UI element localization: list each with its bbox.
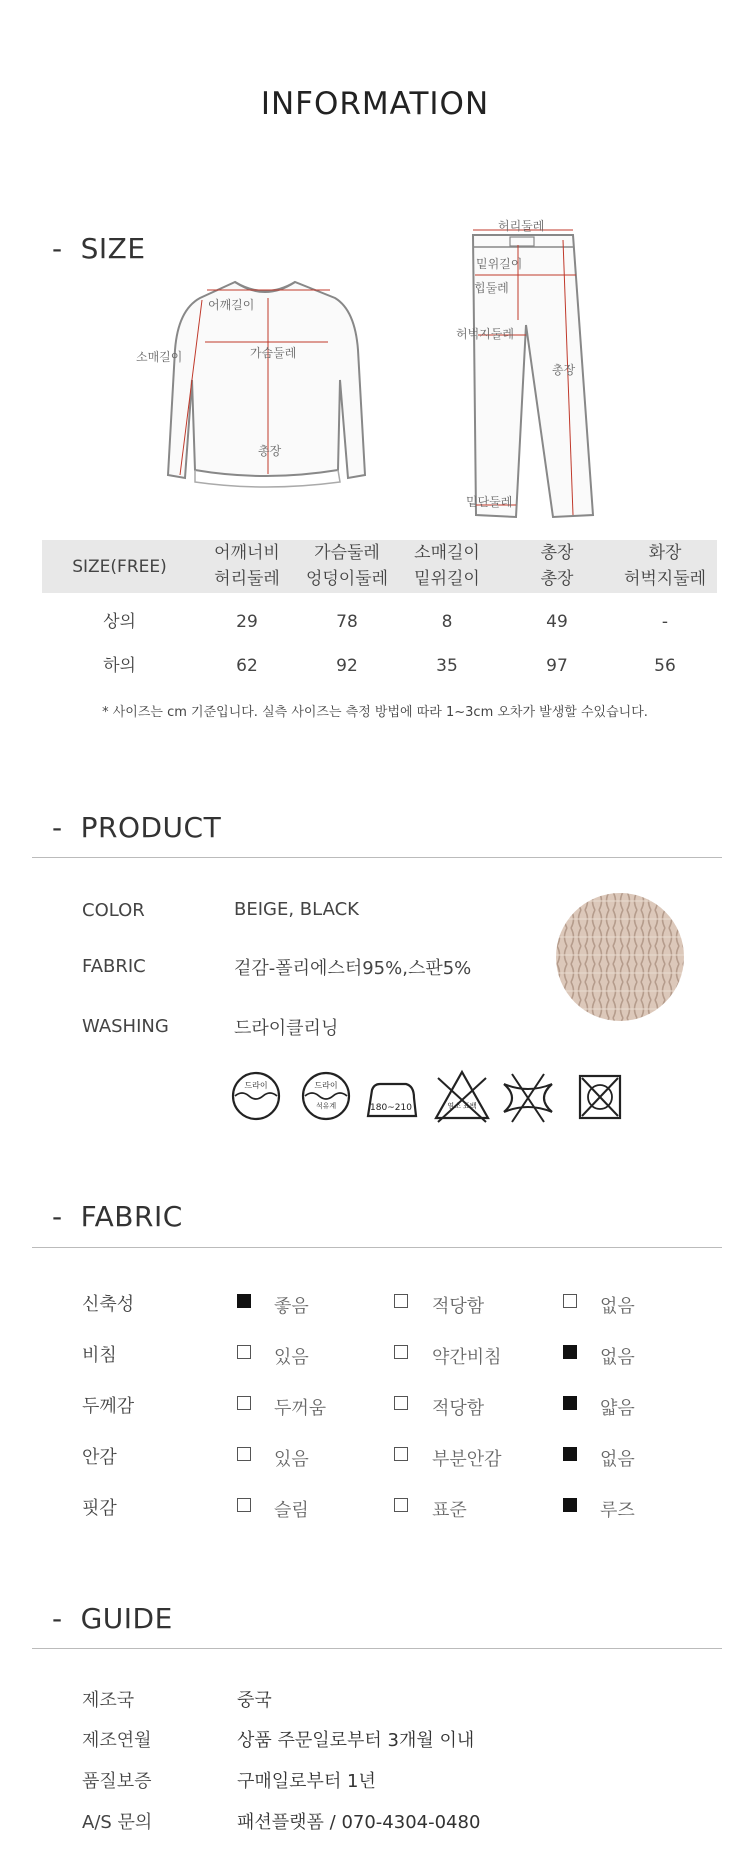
size-header-top: 가슴둘레 (314, 543, 380, 563)
care-icons-row (230, 1068, 630, 1124)
fabric-option-text: 부분안감 (432, 1449, 502, 1470)
fabric-checkbox (563, 1345, 577, 1359)
no-bleach-icon (436, 1072, 488, 1122)
size-header-bottom: 총장 (540, 569, 574, 589)
fabric-checkbox (237, 1345, 251, 1359)
fabric-option-text: 두꺼움 (274, 1398, 327, 1419)
size-header-bottom: 허리둘레 (214, 569, 280, 589)
size-cell: 29 (236, 612, 258, 632)
fabric-checkbox (394, 1396, 408, 1410)
heading-dash: - (52, 232, 63, 265)
fabric-option-text: 적당함 (432, 1398, 485, 1419)
guide-value: 중국 (237, 1690, 272, 1711)
no-tumble-dry-icon (580, 1076, 620, 1118)
fabric-option-text: 없음 (600, 1347, 635, 1368)
size-cell: - (661, 612, 669, 632)
care-icon-text: 석유계 (315, 1102, 337, 1110)
label-hip: 힙둘레 (474, 281, 509, 295)
top-garment-diagram (136, 270, 380, 490)
size-header-top: 총장 (540, 543, 574, 563)
fabric-checkbox (237, 1447, 251, 1461)
fabric-row-label: 비침 (82, 1345, 117, 1366)
section-heading-guide (52, 1602, 173, 1635)
label-shoulder: 어깨길이 (208, 298, 255, 312)
dry-clean-petroleum-icon (303, 1073, 349, 1119)
guide-label: 품질보증 (82, 1771, 152, 1792)
label-sleeve: 소매길이 (136, 350, 183, 364)
size-header-col (297, 540, 397, 592)
fabric-option-text: 얇음 (600, 1398, 635, 1419)
heading-dash: - (52, 1200, 63, 1233)
size-cell: 35 (436, 656, 458, 676)
fabric-swatch-image (555, 892, 685, 1022)
size-cell: 8 (441, 612, 453, 632)
fabric-option-text: 있음 (274, 1449, 309, 1470)
fabric-row-label: 두께감 (82, 1396, 135, 1417)
label-hem: 밑단둘레 (466, 495, 513, 509)
washing-value: 드라이클리닝 (234, 1018, 339, 1039)
guide-value: 상품 주문일로부터 3개월 이내 (237, 1730, 475, 1751)
heading-dash: - (52, 1602, 63, 1635)
size-row-label: 하의 (103, 656, 136, 676)
fabric-option-text: 표준 (432, 1500, 467, 1521)
size-heading-text: SIZE (80, 232, 146, 265)
fabric-row-label: 안감 (82, 1447, 117, 1468)
size-header-top: 소매길이 (414, 543, 480, 563)
label-pants-length: 총장 (552, 363, 576, 377)
fabric-option-text: 적당함 (432, 1296, 485, 1317)
pants-diagram (458, 215, 608, 525)
guide-value: 구매일로부터 1년 (237, 1771, 376, 1792)
fabric-checkbox (563, 1396, 577, 1410)
size-note: * 사이즈는 cm 기준입니다. 실측 사이즈는 측정 방법에 따라 1~3cm 오차가 발생할 수있습니다. (102, 705, 648, 720)
guide-label: 제조연월 (82, 1730, 152, 1751)
size-cell: 78 (336, 612, 358, 632)
size-header-bottom: 엉덩이둘레 (305, 569, 389, 589)
label-top-length: 총장 (258, 444, 282, 458)
heading-dash: - (52, 811, 63, 844)
size-header-bottom: 밑위길이 (414, 569, 480, 589)
fabric-option-text: 슬림 (274, 1500, 309, 1521)
size-header-top: 화장 (648, 543, 682, 563)
fabric-value: 겉감-폴리에스터95%,스판5% (234, 958, 472, 979)
fabric-checkbox (237, 1498, 251, 1512)
size-cell: 92 (336, 656, 358, 676)
size-cell: 56 (654, 656, 676, 676)
fabric-option-text: 없음 (600, 1449, 635, 1470)
fabric-checkbox (394, 1294, 408, 1308)
size-header-col (507, 540, 607, 592)
no-wring-icon (504, 1074, 552, 1122)
fabric-row-label: 신축성 (82, 1294, 135, 1315)
size-header-col (397, 540, 497, 592)
color-value: BEIGE, BLACK (234, 899, 359, 920)
care-icon-text: 드라이 (244, 1081, 268, 1090)
fabric-checkbox (237, 1294, 251, 1308)
color-label: COLOR (82, 900, 145, 921)
size-row-label: 상의 (103, 612, 136, 632)
fabric-checkbox (563, 1294, 577, 1308)
section-heading-fabric (52, 1200, 183, 1233)
guide-heading-text: GUIDE (80, 1602, 173, 1635)
fabric-checkbox (563, 1498, 577, 1512)
section-divider (32, 1247, 722, 1248)
size-cell: 97 (546, 656, 568, 676)
fabric-checkbox (394, 1345, 408, 1359)
page-title: INFORMATION (260, 86, 490, 122)
size-cell: 49 (546, 612, 568, 632)
washing-label: WASHING (82, 1016, 169, 1037)
care-icon-text: 드라이 (314, 1081, 338, 1090)
size-header-col (197, 540, 297, 592)
section-heading-product (52, 811, 221, 844)
fabric-heading-text: FABRIC (80, 1200, 183, 1233)
section-divider (32, 1648, 722, 1649)
section-heading-size (52, 232, 146, 265)
fabric-option-text: 있음 (274, 1347, 309, 1368)
guide-value: 패션플랫폼 / 070-4304-0480 (237, 1812, 481, 1833)
label-waist: 허리둘레 (498, 219, 545, 233)
size-header-col (610, 540, 720, 592)
size-header-bottom: 허벅지둘레 (623, 569, 707, 589)
fabric-swatch (555, 892, 685, 1022)
dry-clean-icon (233, 1073, 279, 1119)
fabric-checkbox (237, 1396, 251, 1410)
label-rise: 밑위길이 (476, 257, 523, 271)
fabric-option-text: 없음 (600, 1296, 635, 1317)
size-cell: 62 (236, 656, 258, 676)
section-divider (32, 857, 722, 858)
fabric-option-text: 좋음 (274, 1296, 309, 1317)
label-chest: 가슴둘레 (250, 346, 297, 360)
fabric-checkbox (394, 1498, 408, 1512)
care-icon-text: 180~210 (370, 1103, 412, 1113)
iron-temp-icon (368, 1084, 416, 1116)
fabric-option-text: 루즈 (600, 1500, 635, 1521)
guide-label: A/S 문의 (82, 1812, 153, 1833)
product-heading-text: PRODUCT (80, 811, 222, 844)
size-header-top: 어깨너비 (214, 543, 280, 563)
label-thigh: 허벅지둘레 (456, 327, 514, 341)
fabric-label: FABRIC (82, 956, 146, 977)
care-icon-text: 염소 표백 (447, 1102, 477, 1110)
fabric-checkbox (394, 1447, 408, 1461)
fabric-row-label: 핏감 (82, 1498, 117, 1519)
fabric-option-text: 약간비침 (432, 1347, 502, 1368)
fabric-checkbox (563, 1447, 577, 1461)
guide-label: 제조국 (82, 1690, 135, 1711)
size-header-first: SIZE(FREE) (72, 557, 167, 577)
